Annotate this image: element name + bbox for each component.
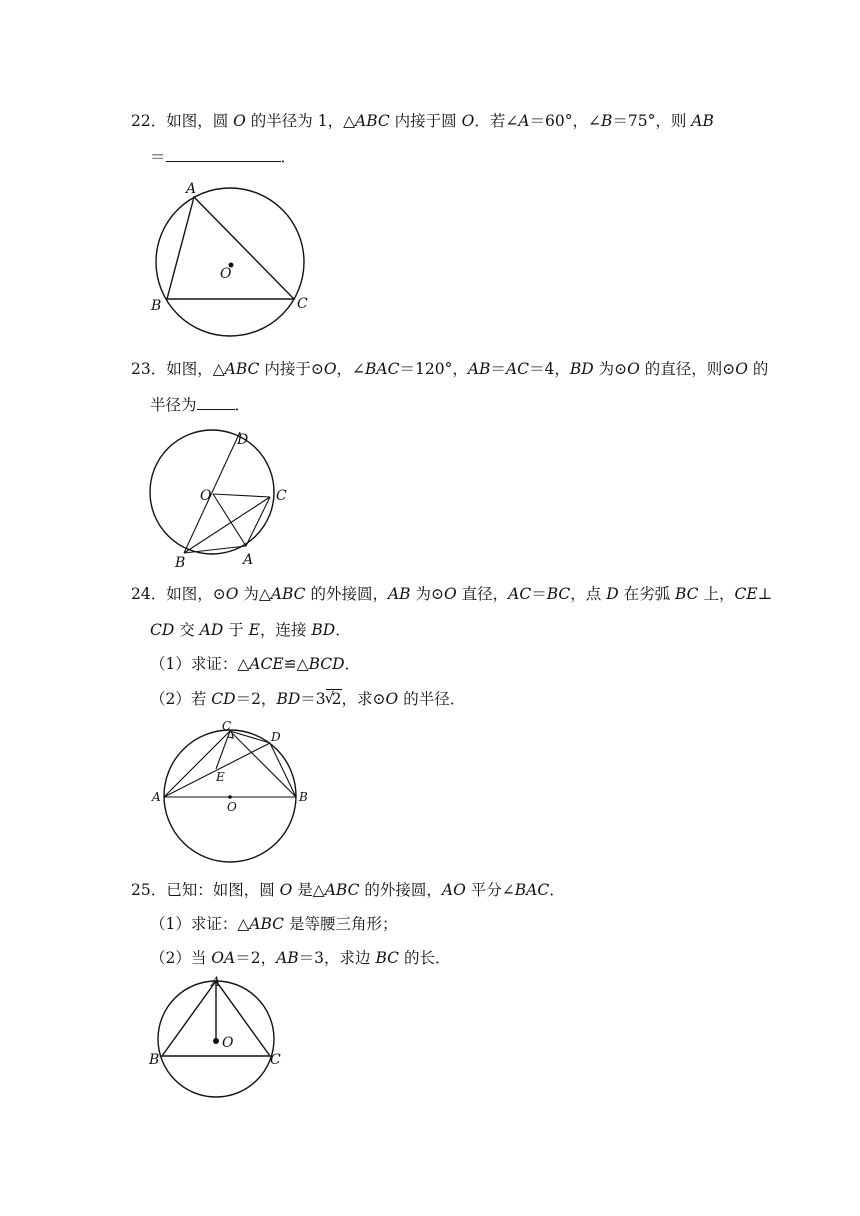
text: 的外接圆，: [305, 585, 388, 603]
text: 半径为: [150, 396, 197, 414]
label-o: O: [200, 488, 212, 504]
q24-part2: [150, 688, 465, 710]
var: BC: [675, 585, 699, 603]
var: AB: [276, 949, 299, 967]
text: ≌△: [283, 655, 309, 673]
text: 的外接圆，: [359, 881, 442, 899]
var: B: [601, 112, 613, 130]
text: 上，: [698, 585, 735, 603]
text: 平分∠: [465, 881, 515, 899]
var: O: [279, 881, 293, 899]
label-a: A: [152, 790, 161, 804]
label-o: O: [220, 266, 232, 282]
label-c: C: [297, 296, 308, 312]
var: AC: [505, 360, 529, 378]
var: BC: [375, 949, 400, 967]
text: （2）当: [150, 949, 212, 967]
text: ＝2，: [235, 690, 277, 708]
text: 交: [174, 621, 200, 639]
text: （1）求证：△: [150, 915, 250, 933]
text: 是等腰三角形；: [284, 915, 398, 933]
var: ABC: [324, 881, 360, 899]
text: ＝3，求边: [298, 949, 376, 967]
var: AB: [467, 360, 491, 378]
var: ABC: [270, 585, 306, 603]
label-b: B: [299, 790, 308, 804]
center-point: [228, 795, 232, 799]
text: ＝: [490, 360, 506, 378]
figure-q23: [150, 430, 287, 571]
var: BD: [311, 621, 336, 639]
segment-oa: [213, 494, 246, 546]
label-d: D: [237, 432, 249, 448]
text: ＝3: [300, 690, 326, 708]
label-c: C: [276, 488, 287, 504]
var: BAC: [514, 881, 550, 899]
text: ＝75°，则: [612, 112, 692, 130]
text: 的直径，则⊙: [639, 360, 736, 378]
text: 的半径为 1，△: [245, 112, 356, 130]
var: O: [233, 112, 246, 130]
circle-o: [156, 188, 304, 336]
label-b: B: [151, 298, 162, 314]
text: （1）求证：△: [150, 655, 250, 673]
var: A: [518, 112, 530, 130]
text: 为△: [238, 585, 271, 603]
text: 在劣弧: [618, 585, 675, 603]
label-a: A: [211, 975, 221, 990]
label-b: B: [149, 1052, 160, 1068]
text: ＝2，: [235, 949, 277, 967]
var: O: [627, 360, 640, 378]
var: O: [385, 690, 399, 708]
var: AC: [508, 585, 532, 603]
var: O: [461, 112, 475, 130]
label-c: C: [222, 719, 232, 733]
q25-line1: [131, 879, 565, 901]
text: 于: [223, 621, 249, 639]
segment-ce: [216, 731, 230, 769]
label-b: B: [175, 555, 186, 571]
q23-line2: [150, 394, 250, 416]
q25-part2: [150, 947, 450, 969]
text: ．: [335, 621, 351, 639]
answer-blank[interactable]: [197, 395, 235, 410]
text: 的: [747, 360, 769, 378]
text: ．: [549, 881, 565, 899]
text: 为⊙: [410, 585, 444, 603]
var: O: [735, 360, 748, 378]
label-o: O: [222, 1035, 234, 1051]
text: ．: [344, 655, 361, 673]
text: ＝: [531, 585, 547, 603]
var: D: [606, 585, 619, 603]
text: 内接于⊙: [259, 360, 324, 378]
var: AD: [199, 621, 224, 639]
figure-q25: [148, 975, 281, 1097]
text: ．: [234, 396, 251, 414]
label-d: D: [271, 730, 281, 744]
text: 23．如图，△: [131, 360, 225, 378]
segment-ac: [164, 731, 230, 797]
text: ＝4，: [529, 360, 570, 378]
var: CE: [734, 585, 758, 603]
text: 24．如图，⊙: [131, 585, 226, 603]
var: BAC: [365, 360, 400, 378]
text: 的长．: [399, 949, 451, 967]
var: AO: [441, 881, 466, 899]
q24-line1: [131, 583, 772, 605]
text: ＝: [150, 148, 166, 166]
text: ，∠: [336, 360, 366, 378]
q24-line2: [150, 619, 351, 641]
var: BCD: [308, 655, 345, 673]
text: ＝120°，: [399, 360, 468, 378]
text: ，求⊙: [341, 690, 386, 708]
segment-bd: [270, 743, 296, 797]
var: O: [443, 585, 457, 603]
var: BD: [569, 360, 594, 378]
label-e: E: [216, 770, 225, 784]
text: ⊥: [757, 585, 773, 603]
q24-part1: [150, 653, 360, 675]
text: ．若∠: [474, 112, 519, 130]
sqrt-symbol: √ 2: [324, 689, 342, 708]
label-a: A: [243, 552, 254, 568]
text: ，连接: [259, 621, 312, 639]
segment-oc: [213, 494, 270, 497]
var: O: [323, 360, 337, 378]
text: 为⊙: [593, 360, 628, 378]
var: O: [225, 585, 239, 603]
q23-line1: [131, 358, 768, 380]
var: BC: [546, 585, 571, 603]
var: E: [248, 621, 260, 639]
figure-q22: [150, 181, 308, 336]
var: BD: [276, 690, 301, 708]
text: 内接于圆: [389, 112, 462, 130]
text: 25．已知：如图，圆: [131, 881, 280, 899]
var: CD: [211, 690, 236, 708]
sqrt-radicand: 2: [331, 690, 342, 708]
center-point: [213, 1038, 219, 1044]
var: AB: [387, 585, 411, 603]
label-a: A: [186, 181, 197, 197]
var: OA: [211, 949, 236, 967]
var: CD: [150, 621, 175, 639]
text: （2）若: [150, 690, 212, 708]
var: ABC: [224, 360, 260, 378]
text: 是△: [292, 881, 325, 899]
var: AB: [691, 112, 714, 130]
text: 直径，: [456, 585, 509, 603]
text: ＝60°，∠: [529, 112, 601, 130]
figure-q24: [151, 719, 308, 862]
text: 的半径．: [398, 690, 466, 708]
var: ABC: [249, 915, 285, 933]
var: ABC: [355, 112, 390, 130]
text: ，点: [570, 585, 607, 603]
label-o: O: [227, 800, 237, 814]
text: 22．如图，圆: [131, 112, 234, 130]
triangle-abc: [167, 197, 294, 299]
var: ACE: [249, 655, 284, 673]
label-c: C: [270, 1052, 281, 1068]
text: ．: [280, 148, 297, 166]
q25-part1: [150, 913, 397, 935]
